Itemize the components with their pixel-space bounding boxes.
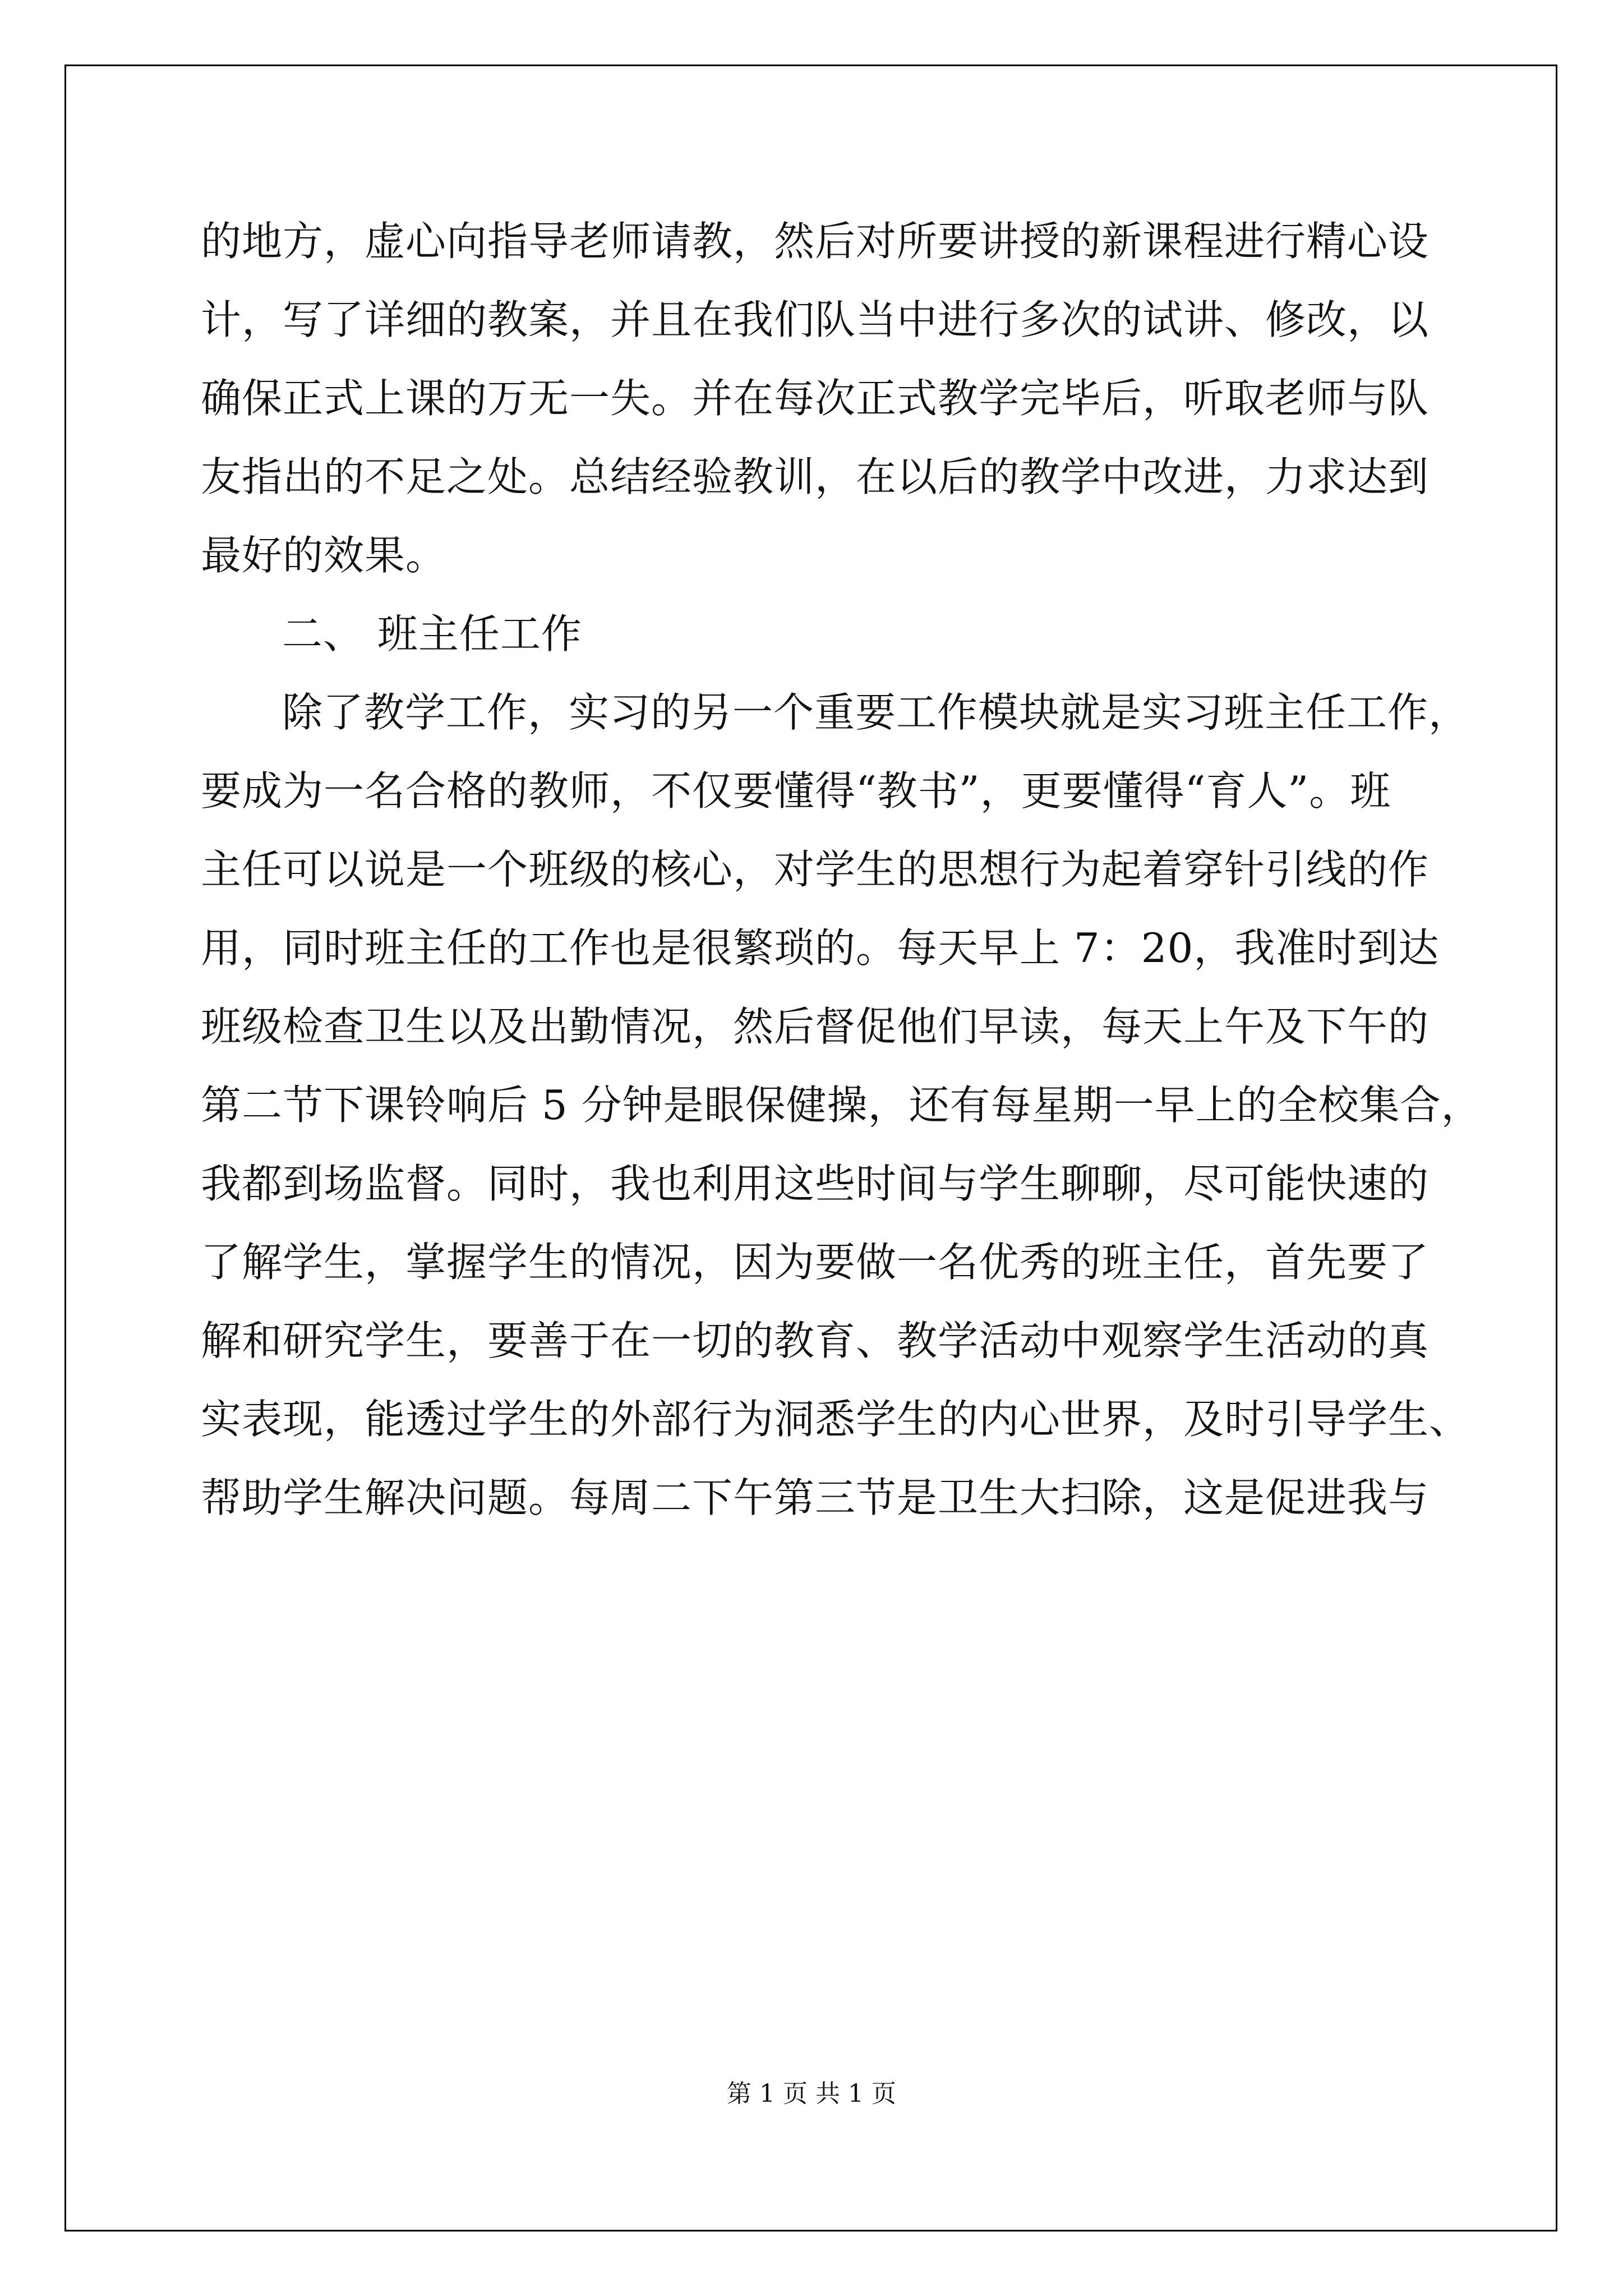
- body-text-line: 帮助学生解决问题。每周二下午第三节是卫生大扫除，这是促进我与: [201, 1474, 1430, 1521]
- body-text-line: 用，同时班主任的工作也是很繁琐的。每天早上 7：20，我准时到达: [201, 924, 1440, 972]
- body-text-line: 计，写了详细的教案，并且在我们队当中进行多次的试讲、修改，以: [201, 296, 1430, 343]
- body-text-line: 最好的效果。: [201, 532, 447, 579]
- page-footer: 第 1 页 共 1 页: [727, 2079, 896, 2108]
- body-text-line: 解和研究学生，要善于在一切的教育、教学活动中观察学生活动的真: [201, 1317, 1430, 1364]
- body-text-line: 主任可以说是一个班级的核心，对学生的思想行为起着穿针引线的作: [201, 846, 1430, 893]
- body-text-line: 了解学生，掌握学生的情况，因为要做一名优秀的班主任，首先要了: [201, 1239, 1430, 1286]
- body-text-line: 实表现，能透过学生的外部行为洞悉学生的内心世界，及时引导学生、: [201, 1396, 1470, 1443]
- body-text-line: 我都到场监督。同时，我也利用这些时间与学生聊聊，尽可能快速的: [201, 1160, 1430, 1207]
- body-text-line: 的地方，虚心向指导老师请教，然后对所要讲授的新课程进行精心设: [201, 218, 1430, 265]
- body-text-line: 友指出的不足之处。总结经验教训，在以后的教学中改进，力求达到: [201, 453, 1430, 500]
- body-text-line: 除了教学工作，实习的另一个重要工作模块就是实习班主任工作，: [282, 689, 1470, 736]
- section-heading: 二、 班主任工作: [282, 610, 582, 657]
- body-text-line: 要成为一名合格的教师，不仅要懂得“教书”，更要懂得“育人”。班: [201, 767, 1391, 815]
- body-text-line: 第二节下课铃响后 5 分钟是眼保健操，还有每星期一早上的全校集合，: [201, 1082, 1482, 1129]
- body-text-line: 班级检查卫生以及出勤情况，然后督促他们早读，每天上午及下午的: [201, 1003, 1430, 1050]
- body-text-line: 确保正式上课的万无一失。并在每次正式教学完毕后，听取老师与队: [201, 375, 1430, 422]
